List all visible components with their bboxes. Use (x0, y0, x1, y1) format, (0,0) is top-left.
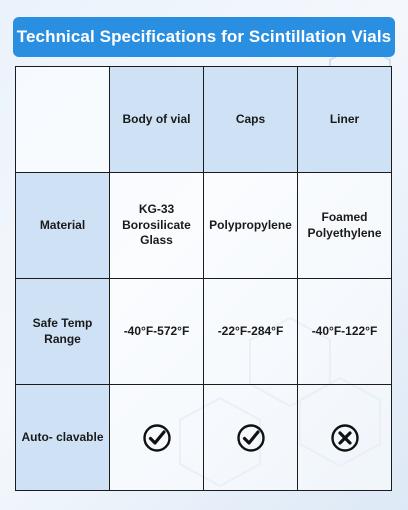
cell-autoclave-caps (204, 385, 298, 491)
page-title: Technical Specifications for Scintillation Vials (16, 27, 392, 46)
column-header-empty (16, 67, 110, 173)
spec-table (15, 66, 392, 491)
check-icon (142, 423, 172, 453)
row-label-safe-temp-range: Safe Temp Range (16, 279, 110, 385)
table-row (16, 385, 392, 491)
cell-material-liner: Foamed Polyethylene (298, 173, 392, 279)
cross-icon (330, 423, 360, 453)
cell-temp-liner: -40°F-122°F (298, 279, 392, 385)
row-label-material: Material (16, 173, 110, 279)
column-header-body-of-vial: Body of vial (110, 67, 204, 173)
table-header-row (16, 67, 392, 173)
cell-autoclave-body (110, 385, 204, 491)
table-row (16, 173, 392, 279)
cell-autoclave-liner (298, 385, 392, 491)
column-header-caps: Caps (204, 67, 298, 173)
cell-material-body: KG-33 Borosilicate Glass (110, 173, 204, 279)
cell-temp-caps: -22°F-284°F (204, 279, 298, 385)
cell-temp-body: -40°F-572°F (110, 279, 204, 385)
check-icon (236, 423, 266, 453)
header-banner (13, 17, 395, 57)
column-header-liner: Liner (298, 67, 392, 173)
row-label-autoclavable: Auto- clavable (16, 385, 110, 491)
cell-material-caps: Polypropylene (204, 173, 298, 279)
table-row (16, 279, 392, 385)
